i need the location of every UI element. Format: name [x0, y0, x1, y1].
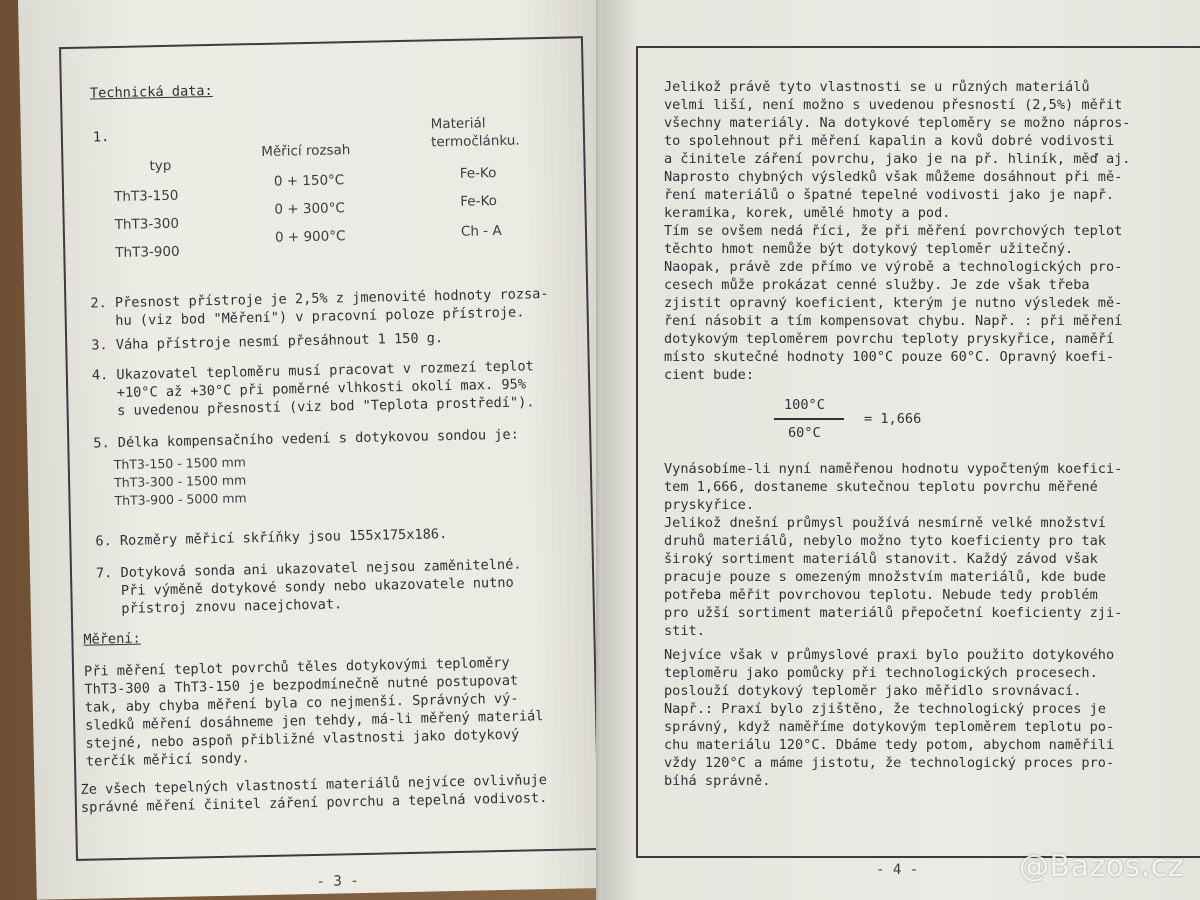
correction-coefficient-formula	[774, 396, 1004, 446]
watermark-logo: @Bazos.cz	[1019, 849, 1184, 884]
spec-item-6: 6. Rozměry měřicí skříňky jsou 155x175x186.	[95, 526, 448, 550]
right-paragraph-2: Vynásobíme-li nyní naměřenou hodnotu vypočteným koefici- tem 1,666, dostaneme skutečnou teplotu povrchu měřené pryskyřice. Jelikož dnešní průmysl používá nesmírně velké množství druhů materiálů, nebylo možno tyto koeficienty pro tak široký sortiment materiálů stanovit. Každý závod však pracuje pouze s omezeným množstvím materiálů, kde bude potřeba měřit povrchovou teplotu. Nebude tedy problém pro užší sortiment materiálů přepočetní koeficienty zji- stit.	[664, 461, 1123, 639]
table-header-type: typ	[149, 157, 172, 175]
table-row-type: ThT3-150	[113, 187, 179, 206]
spec-item-5: 5. Délka kompensačního vedení s dotykovou sondou je:	[93, 426, 519, 452]
table-row-material: Fe-Ko	[459, 165, 497, 182]
right-page	[602, 0, 1200, 900]
table-row-type: ThT3-900	[115, 243, 180, 262]
spec-item-2: 2. Přesnost přístroje je 2,5% z jmenovité hodnoty rozsa- hu (viz bod "Měření") v pracovní poloze přístroje.	[90, 285, 549, 330]
right-paragraph-3: Nejvíce však v průmyslové praxi bylo použito dotykového teploměru jako pomůcky při technologických procesech. poslouží dotykový teploměr jako měřidlo srovnávací. Např.: Praxí bylo zjištěno, že technologický proces je správný, když naměříme dotykovým teploměrem teplotu po- chu materiálu 120°C. Dbáme tedy potom, abychom naměřili vždy 120°C a máme jistotu, že technologický proces pro- bíhá správně.	[664, 647, 1115, 789]
fraction-result: = 1,666	[864, 411, 922, 427]
measurement-paragraph-2: Ze všech tepelných vlastností materiálů nejvíce ovlivňuje správné měření činitel záření povrchu a tepelná vodivost.	[80, 772, 548, 816]
length-entry: ThT3-150 - 1500 mm	[113, 454, 247, 473]
table-row-range: 0 + 150°C	[273, 172, 345, 190]
table-row-material: Fe-Ko	[460, 193, 498, 210]
table-row-material: Ch - A	[460, 222, 502, 240]
page-number-left: - 3 -	[316, 873, 359, 890]
fraction-numerator: 100°C	[784, 397, 825, 413]
table-header-material: Materiál termočlánku.	[430, 115, 520, 151]
page-number-right: - 4 -	[876, 862, 919, 878]
length-entry: ThT3-900 - 5000 mm	[114, 490, 247, 509]
measurement-paragraph-1: Při měření teplot povrchů těles dotykovými teploměry ThT3-300 a ThT3-150 je bezpodmínečně nutné postupovat tak, aby chyba měření byla co nejmenší. Správných vý- sledků měření dosáhneme jen tehdy, má-li měřený materiál stejné, nebo aspoň přibližné vlastnosti jako dotykový terčík měřicí sondy.	[83, 654, 544, 770]
spec-item-3: 3. Váha přístroje nesmí přesáhnout 1 150 g.	[91, 330, 444, 354]
section-heading-measurement: Měření:	[83, 630, 141, 648]
table-row-range: 0 + 900°C	[274, 228, 346, 246]
fraction-denominator: 60°C	[788, 425, 821, 441]
table-header-range: Měřicí rozsah	[261, 142, 351, 160]
spec-item-4: 4. Ukazovatel teploměru musí pracovat v rozmezí teplot +10°C až +30°C při poměrné vlhkosti okolí max. 95% s uvedenou přesností (viz bod "Teplota prostředí").	[91, 358, 535, 420]
tech-data-heading: Technická data:	[89, 82, 213, 102]
length-entry: ThT3-300 - 1500 mm	[113, 472, 247, 491]
table-row-number: 1.	[92, 129, 110, 146]
table-row-type: ThT3-300	[114, 215, 180, 234]
left-page	[18, 0, 627, 900]
table-row-range: 0 + 300°C	[274, 200, 346, 218]
right-paragraph-1: Jelikož právě tyto vlastnosti se u různých materiálů velmi liší, není možno s uvedenou přesností (2,5%) měřit všechny materiály. Na dotykové teploměry se možno nápros- to spolehnout při měření kapalin a kovů dobré vodivosti a činitele záření povrchu, jako je na př. hliník, měď aj. Naprosto chybných výsledků však můžeme dosáhnout při mě- ření materiálů o špatné tepelné vodivosti jako je např. keramika, korek, umělé hmoty a pod. Tím se ovšem nedá říci, že při měření povrchových teplot těchto hmot nemůže být dotykový teploměr užitečný. Naopak, právě zde přímo ve výrobě a technologických pro- cesech může prokázat cenné služby. Je zde však třeba zjistit opravný koeficient, kterým je nutno výsledek mě- ření násobit a tím kompensovat chybu. Např. : při měření dotykovým teploměrem povrchu teploty pryskyřice, naměří místo skutečné hodnoty 100°C pouze 60°C. Opravný koefi- cient bude:	[664, 79, 1131, 383]
spec-item-7: 7. Dotyková sonda ani ukazovatel nejsou zaměnitelné. Při výměně dotykové sondy nebo ukazovatele nutno přístroj znovu nacejchovat.	[95, 556, 522, 618]
fraction-line	[774, 418, 844, 420]
